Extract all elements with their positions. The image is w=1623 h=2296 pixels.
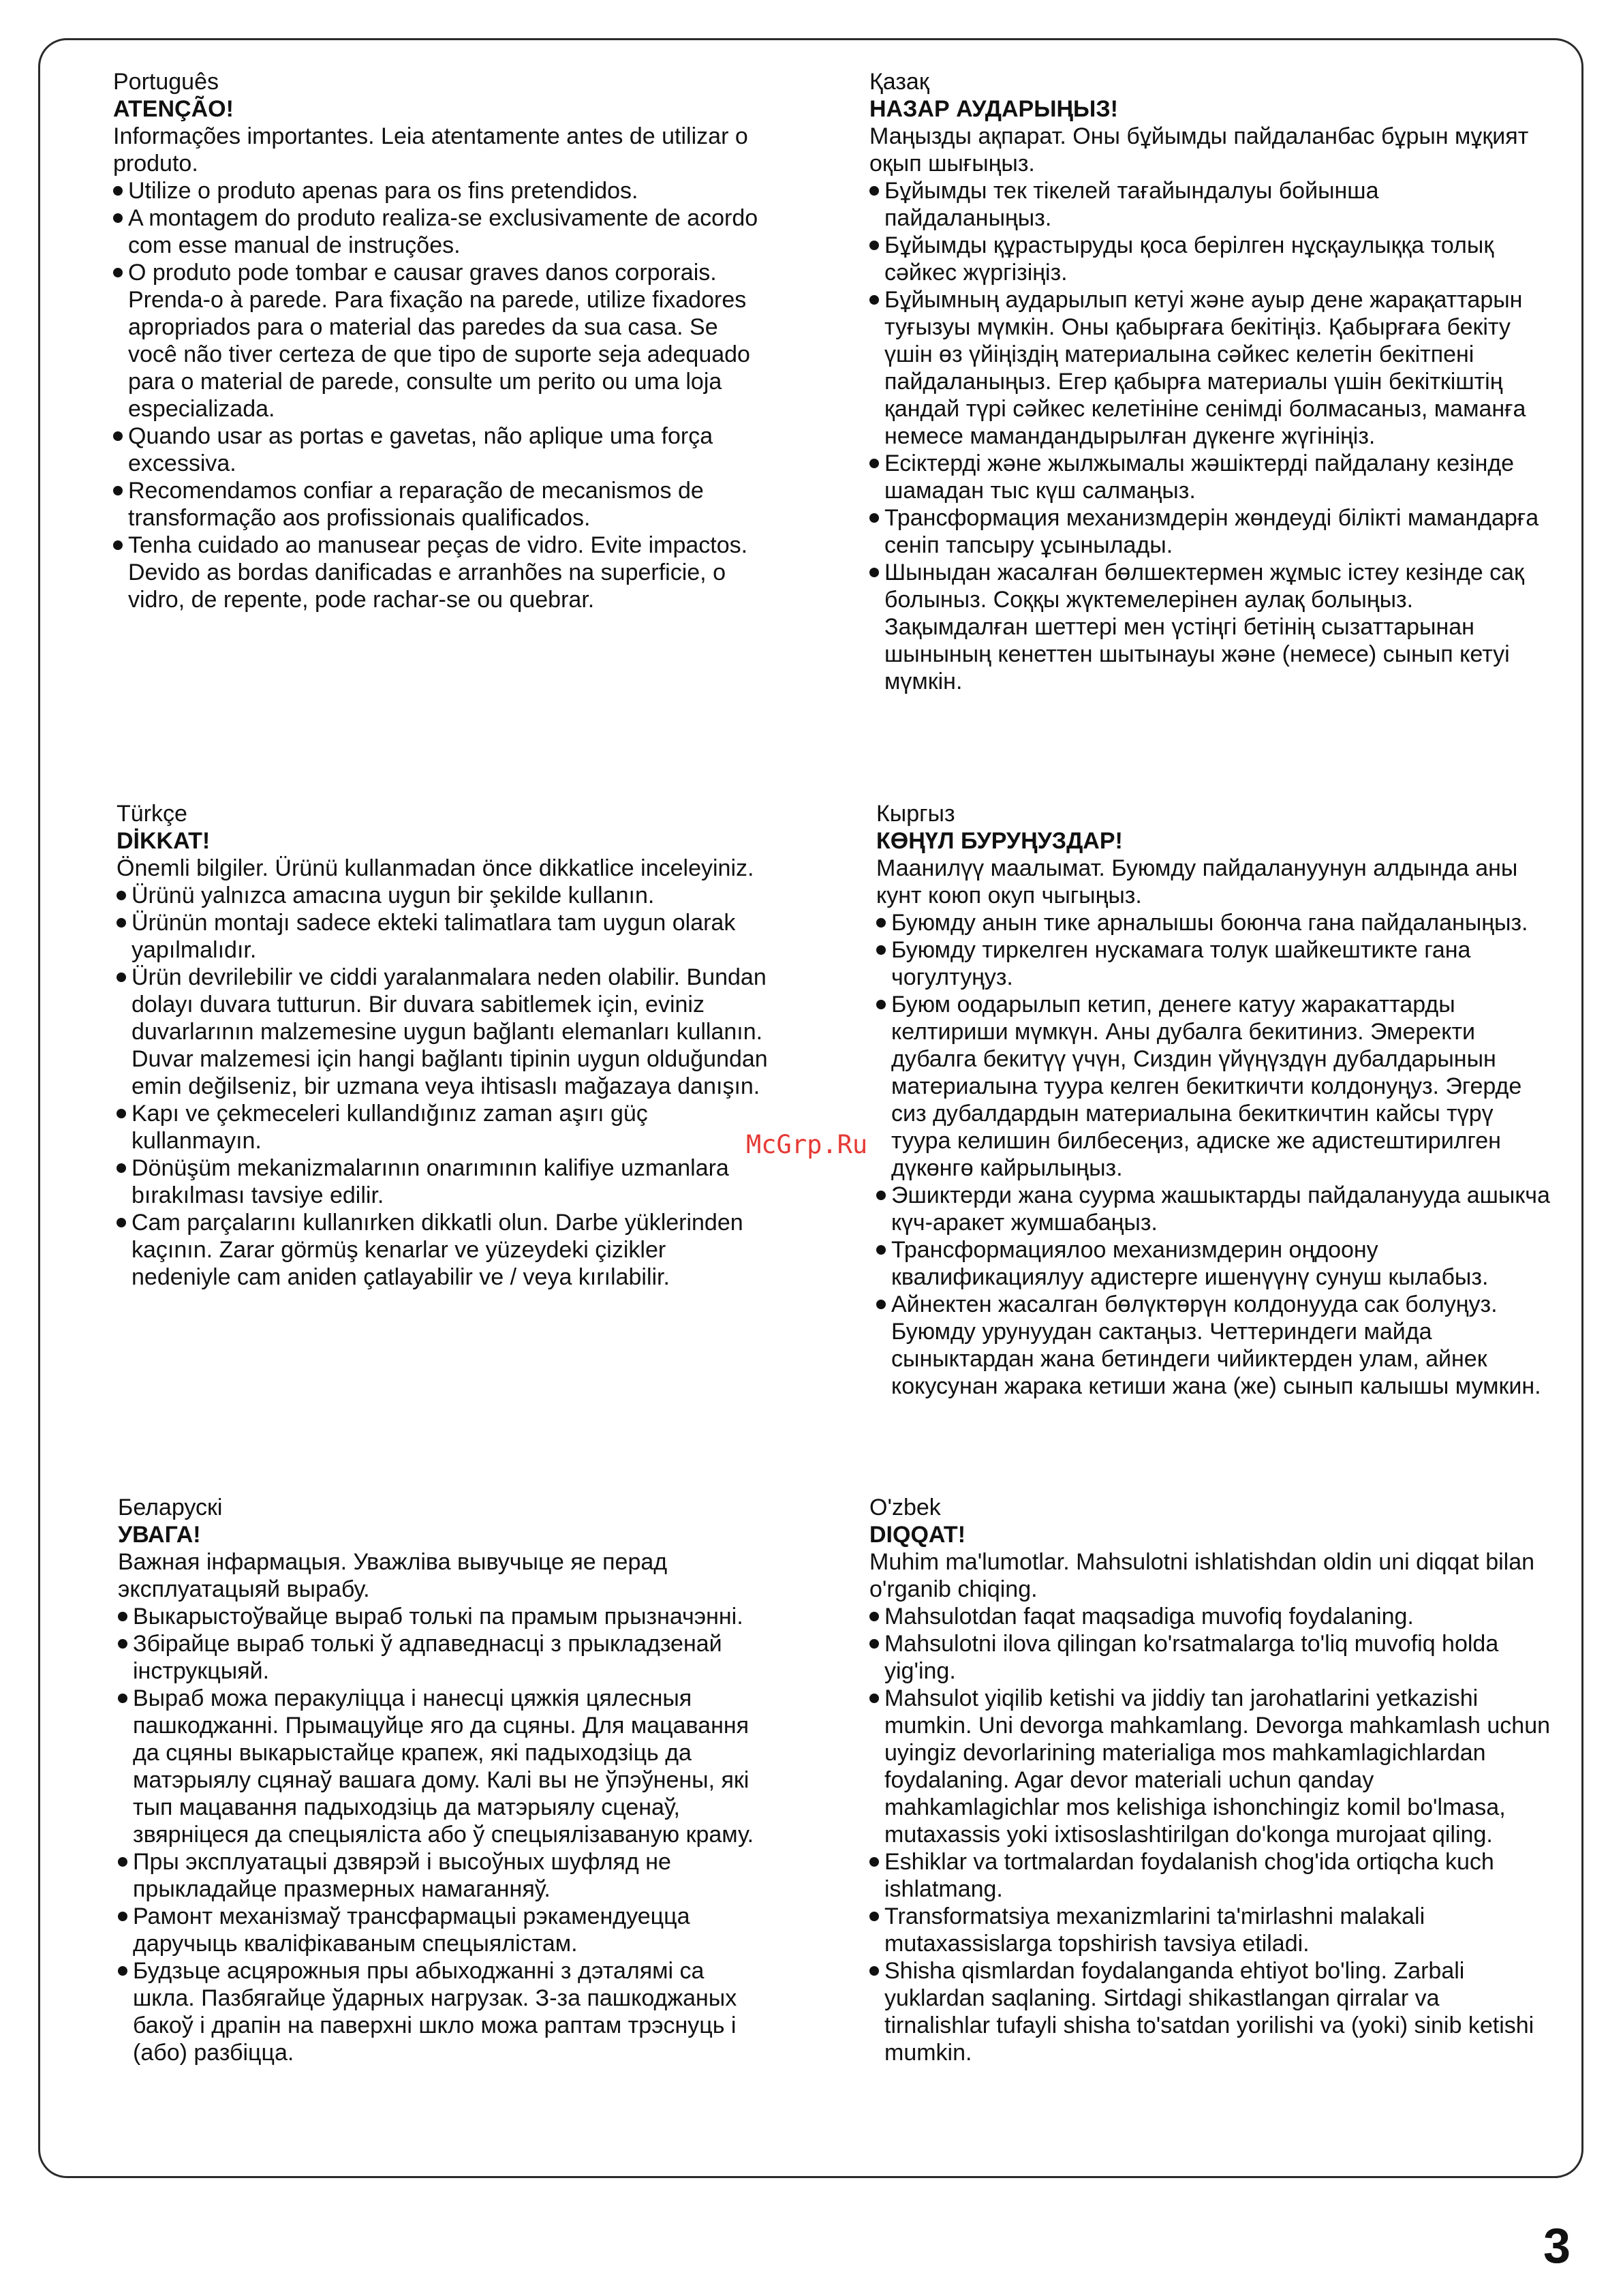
intro-text: Önemli bilgiler. Ürünü kullanmadan önce dikkatlice inceleyiniz. (117, 855, 754, 881)
bullet-item: Utilize o produto apenas para os fins pretendidos. (113, 177, 767, 204)
bullet-item: Shisha qismlardan foydalanganda ehtiyot bo'ling. Zarbali yuklardan saqlaning. Sirtdagi shikastlangan qirralar va tirnalishlar tufayli shisha to'satdan yorilishi va (yoki) sinib ketishi mumkin. (869, 1957, 1551, 2066)
bullet-item: Збірайце выраб толькі ў адпаведнасці з прыкладзенай інструкцыяй. (118, 1630, 772, 1685)
bullet-list (113, 177, 767, 613)
bullet-item: Выраб можа перакуліцца і нанесці цяжкія цялесныя пашкоджанні. Прымацуйце яго да сцяны. Для мацавання да сцяны выкарыстайце крапеж, які падыходзіць да матэрыялу сцянаў вашага дому. Калі вы не ўпэўнены, які тып мацавання падыходзіць да матэрыялу сценаў, звярніцеся да спецыяліста або ў спецыялізаваную краму. (118, 1685, 772, 1848)
language-label: Беларускі (118, 1495, 223, 1520)
bullet-item: Бұйымды тек тікелей тағайындалуы бойынша пайдаланыңыз. (869, 177, 1551, 232)
bullet-item: A montagem do produto realiza-se exclusivamente de acordo com esse manual de instruções. (113, 204, 767, 259)
bullet-item: Quando usar as portas e gavetas, não aplique uma força excessiva. (113, 423, 767, 477)
bullet-item: Бұйымды құрастыруды қоса берілген нұсқаулыққа толық сәйкес жүргізіңіз. (869, 232, 1551, 286)
bullet-item: Transformatsiya mexanizmlarini ta'mirlashni malakali mutaxassislarga topshirish tavsiya etiladi. (869, 1903, 1551, 1957)
bullet-item: Ürünü yalnızca amacına uygun bir şekilde kullanın. (117, 882, 771, 909)
bullet-item: Шыныдан жасалған бөлшектермен жұмыс істеу кезінде сақ болыныз. Соққы жүктемелерінен аулақ болыңыз. Зақымдалған шеттері мен үстіңгі бетінің сызаттарынан шынының кенеттен шытынауы және (немесе) сынып кетуі мүмкін. (869, 559, 1551, 695)
language-label: O'zbek (869, 1495, 941, 1520)
bullet-item: Mahsulotni ilova qilingan ko'rsatmalarga to'liq muvofiq holda yig'ing. (869, 1630, 1551, 1685)
bullet-item: Mahsulot yiqilib ketishi va jiddiy tan jarohatlarini yetkazishi mumkin. Uni devorga mahkamlang. Devorga mahkamlash uchun uyingiz devorlarining materialiga mos mahkamlagichlardan foydalaning. Agar devor materiali uchun qanday mahkamlagichlar mos kelishiga ishonchingiz komil bo'lmasa, mutaxassis yoki ixtisoslashtirilgan do'konga murojaat qiling. (869, 1685, 1551, 1848)
intro-text: Маңызды ақпарат. Оны бұйымды пайдаланбас бұрын мұқият оқып шығыңыз. (869, 123, 1529, 177)
section-portuguese (113, 68, 767, 613)
warning-heading: ATENÇÃO! (113, 96, 234, 122)
language-label: Қазақ (869, 69, 929, 95)
section-turkish (117, 800, 771, 1291)
language-label: Türkçe (117, 801, 187, 827)
bullet-item: Будзьце асцярожныя пры абыходжанні з дэталямі са шкла. Пазбягайце ўдарных нагрузак. З-за пашкоджаных бакоў і драпін на паверхні шкло можа раптам трэснуць і (або) разбіцца. (118, 1957, 772, 2066)
bullet-item: Mahsulotdan faqat maqsadiga muvofiq foydalaning. (869, 1603, 1551, 1630)
bullet-item: Трансформациялоо механизмдерин оңдоону квалификациялуу адистерге ишенүүнү сунуш кылабыз. (876, 1236, 1558, 1291)
bullet-item: Пры эксплуатацыі дзвярэй і высоўных шуфляд не прыкладайце празмерных намаганняў. (118, 1848, 772, 1903)
warning-heading: НАЗАР АУДАРЫҢЫЗ! (869, 96, 1118, 122)
bullet-item: Ürün devrilebilir ve ciddi yaralanmalara neden olabilir. Bundan dolayı duvara tutturun. Bir duvara sabitlemek için, eviniz duvarlarının malzemesine uygun bağlantı elemanları kullanın. Duvar malzemesi için hangi bağlantı tipinin uygun olduğundan emin değilseniz, bir uzmana veya ihtisaslı mağazaya danışın. (117, 964, 771, 1100)
intro-text: Маанилүү маалымат. Буюмду пайдалануунун алдында аны кунт коюп окуп чыгыңыз. (876, 855, 1518, 908)
intro-text: Muhim ma'lumotlar. Mahsulotni ishlatishdan oldin uni diqqat bilan o'rganib chiqing. (869, 1549, 1535, 1602)
section-kazakh (869, 68, 1551, 695)
bullet-item: Ürünün montajı sadece ekteki talimatlara tam uygun olarak yapılmalıdır. (117, 909, 771, 964)
warning-heading: УВАГА! (118, 1522, 201, 1548)
bullet-item: Cam parçalarını kullanırken dikkatli olun. Darbe yüklerinden kaçının. Zarar görmüş kenarlar ve yüzeydeki çizikler nedeniyle cam aniden çatlayabilir ve / veya kırılabilir. (117, 1209, 771, 1291)
bullet-list (876, 909, 1558, 1400)
intro-text: Важная інфармацыя. Уважліва вывучыце яе перад эксплуатацыяй вырабу. (118, 1549, 668, 1602)
page-number: 3 (1543, 2219, 1571, 2274)
bullet-list (869, 1603, 1551, 2066)
bullet-item: Eshiklar va tortmalardan foydalanish chog'ida ortiqcha kuch ishlatmang. (869, 1848, 1551, 1903)
bullet-item: Kapı ve çekmeceleri kullandığınız zaman aşırı güç kullanmayın. (117, 1100, 771, 1154)
bullet-list (118, 1603, 772, 2066)
warning-heading: DİKKAT! (117, 828, 211, 854)
bullet-item: Айнектен жасалган бөлүктөрүн колдонууда сак болуңуз. Буюмду урунуудан сактаңыз. Четтериндеги майда сыныктардан жана бетиндеги чийиктерден улам, айнек кокусунан жарака кетиши жана (же) сынып калышы мумкин. (876, 1291, 1558, 1400)
section-kyrgyz (876, 800, 1558, 1400)
language-label: Кыргыз (876, 801, 955, 827)
warning-heading: DIQQAT! (869, 1522, 966, 1548)
watermark-text: McGrp.Ru (746, 1130, 868, 1159)
bullet-item: Выкарыстоўвайце выраб толькі па прамым прызначэнні. (118, 1603, 772, 1630)
section-uzbek (869, 1494, 1551, 2066)
bullet-item: Dönüşüm mekanizmalarının onarımının kalifiye uzmanlara bırakılması tavsiye edilir. (117, 1154, 771, 1209)
bullet-item: Буюмду тиркелген нускамага толук шайкештикте гана чогултуңуз. (876, 936, 1558, 991)
bullet-item: Трансформация механизмдерін жөндеуді білікті мамандарға сеніп тапсыру ұсынылады. (869, 504, 1551, 559)
language-label: Português (113, 69, 219, 95)
bullet-item: Есіктерді және жылжымалы жәшіктерді пайдалану кезінде шамадан тыс күш салмаңыз. (869, 450, 1551, 504)
warning-heading: КӨҢҮЛ БУРУҢУЗДАР! (876, 828, 1123, 854)
bullet-item: Tenha cuidado ao manusear peças de vidro. Evite impactos. Devido as bordas danificadas e arranhões na superficie, o vidro, de repente, pode rachar-se ou quebrar. (113, 532, 767, 613)
intro-text: Informações importantes. Leia atentamente antes de utilizar o produto. (113, 123, 748, 177)
bullet-list (869, 177, 1551, 695)
bullet-item: Recomendamos confiar a reparação de mecanismos de transformação aos profissionais qualificados. (113, 477, 767, 532)
bullet-item: Рамонт механізмаў трансфармацыі рэкамендуецца даручыць кваліфікаваным спецыялістам. (118, 1903, 772, 1957)
bullet-item: Эшиктерди жана суурма жашыктарды пайдаланууда ашыкча күч-аракет жумшабаңыз. (876, 1182, 1558, 1236)
section-belarusian (118, 1494, 772, 2066)
bullet-list (117, 882, 771, 1291)
bullet-item: Бұйымның аударылып кетуі және ауыр дене жарақаттарын туғызуы мүмкін. Оны қабырғаға бекітіңіз. Қабырғаға бекіту үшін өз үйіңіздің материалына сәйкес келетін бекітпені пайдаланыңыз. Егер қабырға материалы үшін бекіткіштің қандай түрі сәйкес келетініне сенімді болмасаныз, маманға немесе мамандандырылған дүкенге жүгініңіз. (869, 286, 1551, 450)
bullet-item: Буюмду анын тике арналышы боюнча гана пайдаланыңыз. (876, 909, 1558, 936)
bullet-item: O produto pode tombar e causar graves danos corporais. Prenda-o à parede. Para fixação na parede, utilize fixadores apropriados para o material das paredes da sua casa. Se você não tiver certeza de que tipo de suporte seja adequado para o material de parede, consulte um perito ou uma loja especializada. (113, 259, 767, 423)
bullet-item: Буюм оодарылып кетип, денеге катуу жаракаттарды келтириши мүмкүн. Аны дубалга бекитиниз. Эмеректи дубалга бекитүү үчүн, Сиздин үйүңүздүн дубалдарынын материалына туура келген бекиткичти колдонуңуз. Эгерде сиз дубалдардын материалына бекиткичтин кайсы түрү туура келишин билбесеңиз, адиске же адистештирилген дүкөнгө кайрылыңыз. (876, 991, 1558, 1182)
